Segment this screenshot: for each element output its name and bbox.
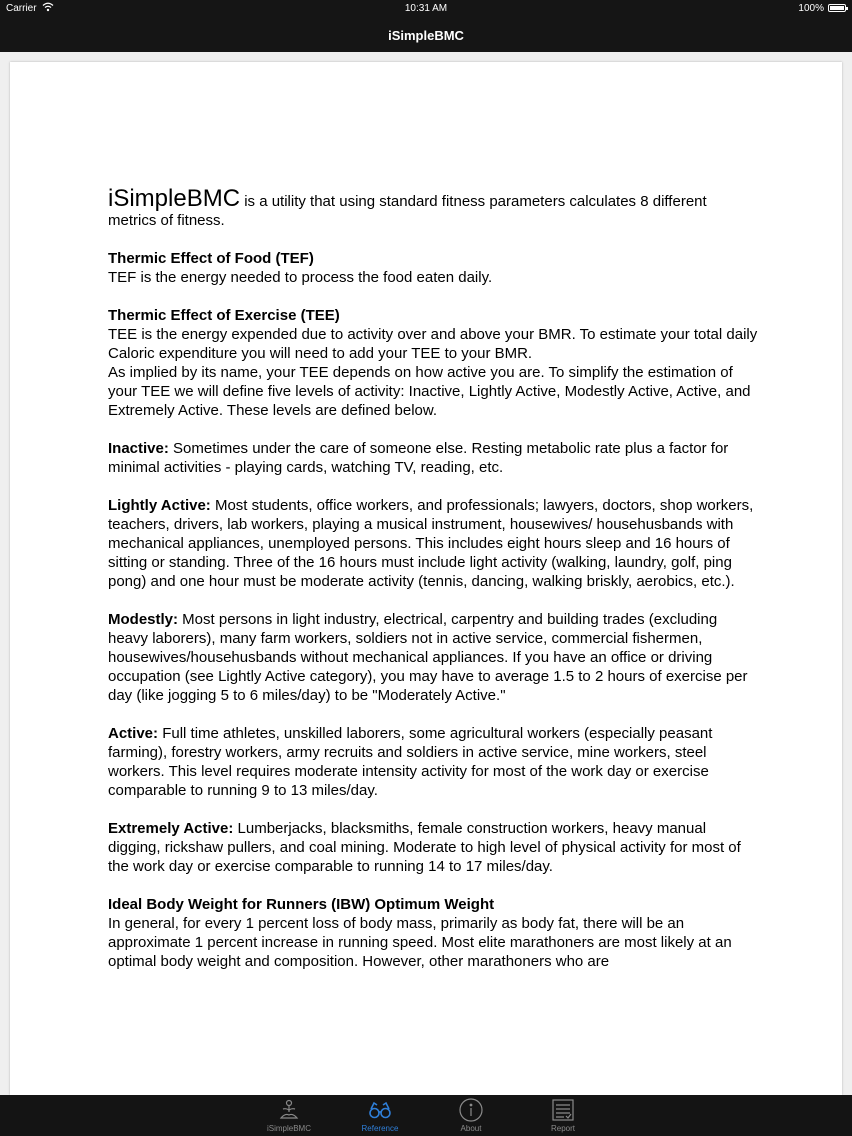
tef-text: TEF is the energy needed to process the food eaten daily.: [108, 269, 493, 286]
lightly-active-term: Lightly Active:: [108, 497, 211, 514]
tab-label: Reference: [361, 1124, 399, 1133]
binoculars-icon: [368, 1098, 392, 1122]
ibw-text: In general, for every 1 percent loss of body mass, primarily as body fat, there will be an approximate 1 percent increase in running speed. Most elite marathoners are most likely at an optimal body weight and composition. However, other marathoners who are: [108, 915, 732, 970]
content-area[interactable]: [0, 52, 852, 1095]
ibw-section: [108, 895, 758, 971]
reference-page[interactable]: [10, 62, 842, 1095]
navigation-bar: [0, 18, 852, 52]
intro-paragraph: [108, 185, 758, 230]
tee-text-1: TEE is the energy expended due to activity over and above your BMR. To estimate your total daily Caloric expenditure you will need to add your TEE to your BMR.: [108, 326, 758, 362]
tab-report[interactable]: [518, 1095, 608, 1136]
inactive-section: [108, 439, 758, 477]
active-text: Full time athletes, unskilled laborers, some agricultural workers (especially peasant farming), forestry workers, army recruits and soldiers in active service, mine workers, steel workers. This level requires moderate intensity activity for most of the work day or exercise comparable to running 9 to 13 miles/day.: [108, 725, 713, 799]
report-icon: [551, 1098, 575, 1122]
battery-icon: [828, 4, 846, 12]
extremely-active-term: Extremely Active:: [108, 820, 234, 837]
carrier-label: Carrier: [6, 3, 37, 14]
inactive-text: Sometimes under the care of someone else. Resting metabolic rate plus a factor for minimal activities - playing cards, watching TV, reading, etc.: [108, 440, 729, 476]
battery-percent: 100%: [798, 3, 824, 14]
tee-section: [108, 306, 758, 420]
tab-isimplebmc[interactable]: [244, 1095, 334, 1136]
extremely-active-text: Lumberjacks, blacksmiths, female construction workers, heavy manual digging, rickshaw pullers, and coal mining. Moderate to high level of physical activity for most of the work day or exercise comparable to running 14 to 17 miles/day.: [108, 820, 741, 875]
tee-heading: Thermic Effect of Exercise (TEE): [108, 307, 340, 324]
info-icon: [459, 1098, 483, 1122]
reference-document: [108, 185, 758, 990]
lightly-active-text: Most students, office workers, and professionals; lawyers, doctors, shop workers, teachers, drivers, lab workers, playing a musical instrument, housewives/ househusbands with mechanical appliances, unemployed persons. This includes eight hours sleep and 16 hours of sitting or standing. Three of the 16 hours must include light activity (walking, laundry, golf, ping pong) and one hour must be moderate activity (tennis, dancing, walking briskly, aerobics, etc.).: [108, 497, 754, 590]
inactive-term: Inactive:: [108, 440, 169, 457]
extremely-active-section: [108, 819, 758, 876]
active-section: [108, 724, 758, 800]
ibw-heading: Ideal Body Weight for Runners (IBW) Optimum Weight: [108, 896, 495, 913]
active-term: Active:: [108, 725, 159, 742]
tef-section: [108, 249, 758, 287]
tab-reference[interactable]: [335, 1095, 425, 1136]
status-bar: [0, 0, 852, 18]
lightly-active-section: [108, 496, 758, 591]
intro-brand: iSimpleBMC: [108, 185, 241, 212]
modestly-section: [108, 610, 758, 705]
tab-about[interactable]: [426, 1095, 516, 1136]
meditation-icon: [277, 1098, 301, 1122]
tef-heading: Thermic Effect of Food (TEF): [108, 250, 314, 267]
tee-text-2: As implied by its name, your TEE depends on how active you are. To simplify the estimation of your TEE we will define five levels of activity: Inactive, Lightly Active, Modestly Active, Active, and Extremely Active. These levels are defined below.: [108, 364, 751, 419]
tab-label: About: [460, 1124, 482, 1133]
modestly-term: Modestly:: [108, 611, 179, 628]
clock: 10:31 AM: [404, 3, 448, 14]
modestly-text: Most persons in light industry, electrical, carpentry and building trades (excluding heavy laborers), many farm workers, soldiers not in active service, commercial fishermen, housewives/househusbands without mechanical appliances. If you have an office or driving occupation (see Lightly Active category), you may have to average 1.5 to 2 hours of exercise per day (like jogging 5 to 6 miles/day) to be "Moderately Active.": [108, 611, 748, 704]
intro-text: is a utility that using standard fitness parameters calculates 8 different metrics of fitness.: [108, 193, 707, 229]
tab-bar: [0, 1095, 852, 1136]
tab-label: iSimpleBMC: [266, 1124, 311, 1133]
nav-title: iSimpleBMC: [388, 28, 464, 43]
tab-label: Report: [550, 1124, 575, 1133]
